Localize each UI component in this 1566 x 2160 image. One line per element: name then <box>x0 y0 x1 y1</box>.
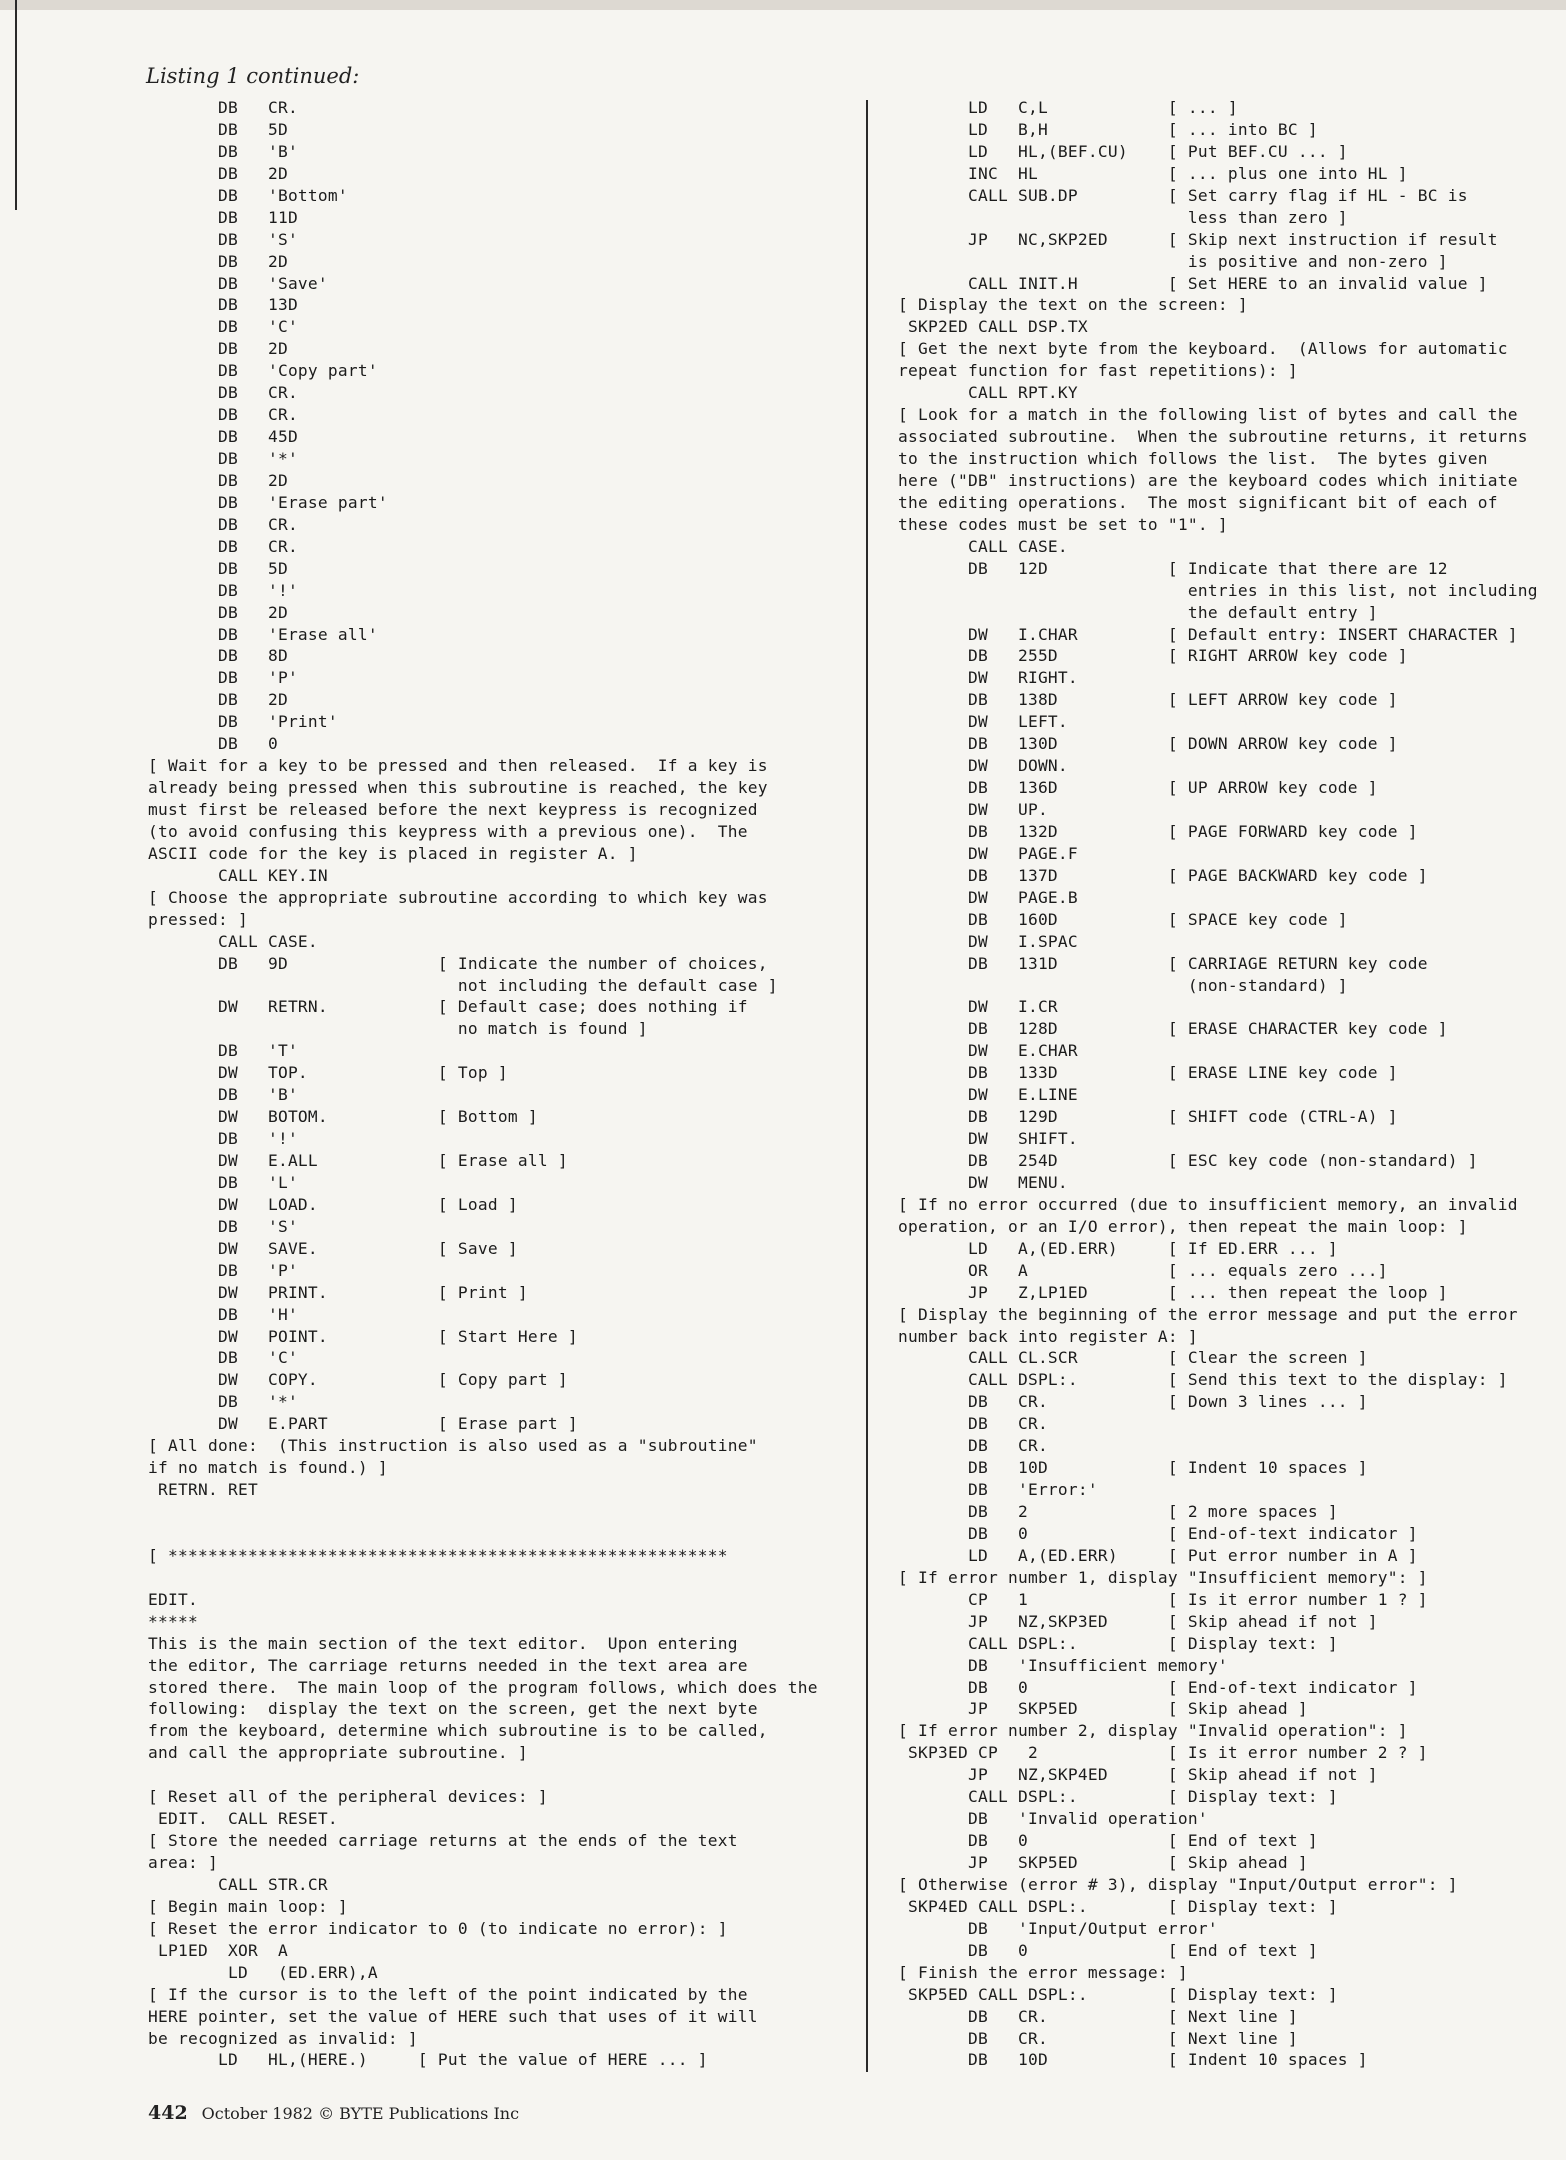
code-line: DB 255D [ RIGHT ARROW key code ] <box>898 646 1408 666</box>
code-line: area: ] <box>148 1853 218 1872</box>
code-line: DW E.CHAR <box>898 1041 1078 1061</box>
code-line: DB CR. <box>148 98 298 117</box>
code-line: DB 136D [ UP ARROW key code ] <box>898 778 1378 798</box>
code-line: DB 8D <box>148 646 288 666</box>
code-line: DB 10D [ Indent 10 spaces ] <box>898 1458 1368 1478</box>
code-line: CALL KEY.IN <box>148 865 328 885</box>
code-line: DB 5D <box>148 119 288 139</box>
code-line: DB 'H' <box>148 1304 298 1324</box>
code-line: (to avoid confusing this keypress with a previous one). The <box>148 821 748 841</box>
code-line: here ("DB" instructions) are the keyboard codes which initiate <box>898 470 1518 490</box>
code-line: EDIT. <box>148 1589 198 1609</box>
listing-heading: Listing 1 continued: <box>146 64 360 88</box>
listing-column-left <box>148 97 848 2071</box>
code-line: DW DOWN. <box>898 756 1068 776</box>
code-line: DB 2 [ 2 more spaces ] <box>898 1502 1338 1521</box>
code-line: DB '*' <box>148 1392 298 1412</box>
code-line: DW PAGE.F <box>898 843 1078 863</box>
code-line: [ ******************************************************** <box>148 1545 728 1565</box>
page-number: 442 <box>148 2102 188 2124</box>
code-line: DW PAGE.B <box>898 887 1078 907</box>
code-line: DW SHIFT. <box>898 1129 1078 1149</box>
code-line: LD A,(ED.ERR) [ Put error number in A ] <box>898 1545 1418 1565</box>
code-line: CALL INIT.H [ Set HERE to an invalid value ] <box>898 273 1488 293</box>
code-line: ASCII code for the key is placed in register A. ] <box>148 843 638 863</box>
code-line: DW I.CR <box>898 997 1058 1017</box>
code-line: DB 'Print' <box>148 712 338 732</box>
code-line: [ Look for a match in the following list of bytes and call the <box>898 405 1518 425</box>
code-line: DB 2D <box>148 163 288 183</box>
code-line: these codes must be set to "1". ] <box>898 514 1228 534</box>
code-line: entries in this list, not including <box>898 580 1538 600</box>
code-line: DW BOTOM. [ Bottom ] <box>148 1107 538 1127</box>
code-line: following: display the text on the screen, get the next byte <box>148 1699 758 1719</box>
code-line: DB '!' <box>148 580 298 600</box>
code-line: LD HL,(BEF.CU) [ Put BEF.CU ... ] <box>898 141 1348 161</box>
code-line: less than zero ] <box>898 207 1348 227</box>
column-divider <box>866 100 868 2072</box>
code-line: DB 'C' <box>148 1348 298 1368</box>
code-line: [ Reset the error indicator to 0 (to indicate no error): ] <box>148 1918 728 1938</box>
code-line: DB 0 <box>148 734 278 754</box>
code-line: DB 'Erase all' <box>148 624 378 644</box>
code-line: DB 5D <box>148 558 288 578</box>
code-line: JP Z,LP1ED [ ... then repeat the loop ] <box>898 1282 1448 1302</box>
code-line: [ If error number 1, display "Insufficient memory": ] <box>898 1567 1428 1587</box>
code-line: DW E.LINE <box>898 1085 1078 1105</box>
listing-column-right <box>898 97 1558 2071</box>
code-line: DB 'L' <box>148 1172 298 1192</box>
code-line: DB 138D [ LEFT ARROW key code ] <box>898 690 1398 710</box>
code-line <box>148 1567 848 1589</box>
code-line: DB 'P' <box>148 668 298 688</box>
code-line: [ Finish the error message: ] <box>898 1962 1188 1982</box>
code-line: DW I.CHAR [ Default entry: INSERT CHARACTER ] <box>898 624 1518 644</box>
code-line: DB CR. [ Next line ] <box>898 2006 1298 2026</box>
code-line: DB 'P' <box>148 1260 298 1280</box>
code-line: DB 0 [ End-of-text indicator ] <box>898 1677 1418 1697</box>
code-line: DW SAVE. [ Save ] <box>148 1238 518 1258</box>
code-line: [ Store the needed carriage returns at the ends of the text <box>148 1831 738 1851</box>
code-line: RETRN. RET <box>148 1480 258 1500</box>
code-line: DB '*' <box>148 449 298 468</box>
code-line: DB 0 [ End of text ] <box>898 1831 1318 1851</box>
code-line: [ If error number 2, display "Invalid operation": ] <box>898 1721 1408 1741</box>
code-line: DB 2D <box>148 339 288 359</box>
code-line: ***** <box>148 1611 198 1631</box>
code-line: [ Get the next byte from the keyboard. (Allows for automatic <box>898 339 1508 359</box>
code-line: JP NC,SKP2ED [ Skip next instruction if result <box>898 229 1498 249</box>
code-line <box>148 1523 848 1545</box>
code-line: DW RETRN. [ Default case; does nothing if <box>148 997 748 1017</box>
code-line: DB 254D [ ESC key code (non-standard) ] <box>898 1151 1478 1170</box>
code-line: repeat function for fast repetitions): ] <box>898 361 1298 381</box>
code-line: SKP4ED CALL DSPL:. [ Display text: ] <box>898 1896 1338 1916</box>
code-line: from the keyboard, determine which subroutine is to be called, <box>148 1721 768 1741</box>
code-line: JP NZ,SKP3ED [ Skip ahead if not ] <box>898 1611 1378 1631</box>
code-line: LP1ED XOR A <box>148 1940 288 1960</box>
code-line: stored there. The main loop of the program follows, which does the <box>148 1677 818 1697</box>
code-line: pressed: ] <box>148 909 248 929</box>
code-line: [ If no error occurred (due to insufficient memory, an invalid <box>898 1194 1518 1214</box>
code-line: This is the main section of the text editor. Upon entering <box>148 1633 738 1653</box>
code-line: [ Otherwise (error # 3), display "Input/Output error": ] <box>898 1874 1458 1894</box>
code-line: [ Begin main loop: ] <box>148 1896 348 1916</box>
code-line: if no match is found.) ] <box>148 1458 388 1478</box>
code-line: CALL STR.CR <box>148 1874 328 1894</box>
code-line: to the instruction which follows the list. The bytes given <box>898 449 1488 468</box>
code-line: DW POINT. [ Start Here ] <box>148 1326 578 1346</box>
code-line: SKP2ED CALL DSP.TX <box>898 317 1088 337</box>
page-top-shading <box>0 0 1566 10</box>
code-line: DB 'Error:' <box>898 1480 1098 1500</box>
code-line: DB 129D [ SHIFT code (CTRL-A) ] <box>898 1107 1398 1127</box>
code-line: CALL CL.SCR [ Clear the screen ] <box>898 1348 1368 1368</box>
code-line: INC HL [ ... plus one into HL ] <box>898 163 1408 183</box>
code-line: the editing operations. The most significant bit of each of <box>898 492 1498 512</box>
left-margin-rule <box>15 0 17 210</box>
code-line: DB 45D <box>148 427 298 447</box>
code-line: DB CR. <box>148 514 298 534</box>
code-line: LD HL,(HERE.) [ Put the value of HERE ... ] <box>148 2050 708 2070</box>
code-line: and call the appropriate subroutine. ] <box>148 1743 528 1763</box>
code-line: [ Choose the appropriate subroutine according to which key was <box>148 887 768 907</box>
code-line: be recognized as invalid: ] <box>148 2028 418 2048</box>
code-line: DB CR. <box>148 536 298 556</box>
code-line: DB 'Input/Output error' <box>898 1918 1218 1938</box>
code-line: JP NZ,SKP4ED [ Skip ahead if not ] <box>898 1765 1378 1785</box>
code-line: DB 11D <box>148 207 298 227</box>
code-line: [ Reset all of the peripheral devices: ] <box>148 1787 548 1807</box>
code-line: the editor, The carriage returns needed in the text area are <box>148 1655 748 1675</box>
code-line: DB 2D <box>148 470 288 490</box>
code-line: DB '!' <box>148 1129 298 1149</box>
code-line: DB CR. <box>148 405 298 425</box>
code-line: CP 1 [ Is it error number 1 ? ] <box>898 1589 1428 1609</box>
code-line: DB 2D <box>148 602 288 622</box>
code-line: DB 'Bottom' <box>148 185 348 205</box>
code-line: JP SKP5ED [ Skip ahead ] <box>898 1699 1308 1719</box>
code-line: DW LOAD. [ Load ] <box>148 1194 518 1214</box>
code-line: not including the default case ] <box>148 975 778 995</box>
code-line: DW UP. <box>898 800 1048 819</box>
code-line: DB CR. [ Down 3 lines ... ] <box>898 1392 1368 1412</box>
footer-credit: October 1982 © BYTE Publications Inc <box>201 2104 520 2123</box>
code-line: DB 0 [ End-of-text indicator ] <box>898 1523 1418 1543</box>
code-line: DB 133D [ ERASE LINE key code ] <box>898 1063 1398 1083</box>
code-line: DW LEFT. <box>898 712 1068 732</box>
code-line: CALL DSPL:. [ Send this text to the display: ] <box>898 1370 1508 1390</box>
code-line: OR A [ ... equals zero ...] <box>898 1260 1388 1280</box>
code-line: DB 9D [ Indicate the number of choices, <box>148 953 768 973</box>
code-line: DB 2D <box>148 690 288 710</box>
code-line: CALL DSPL:. [ Display text: ] <box>898 1633 1338 1653</box>
code-line: DB 'Invalid operation' <box>898 1809 1208 1829</box>
code-line: already being pressed when this subroutine is reached, the key <box>148 778 768 798</box>
code-line: EDIT. CALL RESET. <box>148 1809 338 1829</box>
code-line: SKP3ED CP 2 [ Is it error number 2 ? ] <box>898 1743 1428 1763</box>
code-line: DB 'B' <box>148 141 298 161</box>
code-line: HERE pointer, set the value of HERE such that uses of it will <box>148 2006 758 2026</box>
code-line: DW TOP. [ Top ] <box>148 1063 508 1083</box>
code-line <box>148 1501 848 1523</box>
code-line: DB 'S' <box>148 1216 298 1236</box>
code-line: (non-standard) ] <box>898 975 1348 995</box>
code-line: SKP5ED CALL DSPL:. [ Display text: ] <box>898 1984 1338 2004</box>
code-line: DW PRINT. [ Print ] <box>148 1282 528 1302</box>
code-line: DB 'S' <box>148 229 298 249</box>
code-line: DB CR. <box>898 1414 1048 1434</box>
code-line: operation, or an I/O error), then repeat the main loop: ] <box>898 1216 1468 1236</box>
page-footer <box>148 2102 519 2124</box>
code-line: CALL DSPL:. [ Display text: ] <box>898 1787 1338 1807</box>
code-line: LD C,L [ ... ] <box>898 98 1238 117</box>
code-line: [ Wait for a key to be pressed and then released. If a key is <box>148 756 768 776</box>
code-line: DB 'Erase part' <box>148 492 388 512</box>
code-line: DB 'T' <box>148 1041 298 1061</box>
code-line: CALL RPT.KY <box>898 383 1078 403</box>
code-line: DW RIGHT. <box>898 668 1078 688</box>
code-line: DW E.ALL [ Erase all ] <box>148 1151 568 1170</box>
code-line: DB 'B' <box>148 1085 298 1105</box>
code-line: DB CR. <box>148 383 298 403</box>
code-line: DB 130D [ DOWN ARROW key code ] <box>898 734 1398 754</box>
code-line: DB 'Save' <box>148 273 328 293</box>
code-line: JP SKP5ED [ Skip ahead ] <box>898 1853 1308 1872</box>
code-line: DB 'Copy part' <box>148 361 378 381</box>
code-line: DB 160D [ SPACE key code ] <box>898 909 1348 929</box>
code-line: DB 13D <box>148 295 298 315</box>
code-line: CALL CASE. <box>898 536 1068 556</box>
code-line: LD (ED.ERR),A <box>148 1962 378 1982</box>
code-line <box>148 1764 848 1786</box>
code-line: DB CR. <box>898 1436 1048 1456</box>
code-line: [ If the cursor is to the left of the point indicated by the <box>148 1984 748 2004</box>
code-line: LD B,H [ ... into BC ] <box>898 119 1318 139</box>
code-line: DW I.SPAC <box>898 931 1078 951</box>
code-line: DW E.PART [ Erase part ] <box>148 1414 578 1434</box>
code-line: no match is found ] <box>148 1019 648 1039</box>
code-line: [ Display the beginning of the error message and put the error <box>898 1304 1518 1324</box>
code-line: DB CR. [ Next line ] <box>898 2028 1298 2048</box>
code-line: DW COPY. [ Copy part ] <box>148 1370 568 1390</box>
code-line: must first be released before the next keypress is recognized <box>148 800 758 819</box>
code-line: [ All done: (This instruction is also used as a "subroutine" <box>148 1436 758 1456</box>
code-line: CALL CASE. <box>148 931 318 951</box>
code-line: CALL SUB.DP [ Set carry flag if HL - BC is <box>898 185 1468 205</box>
code-line: number back into register A: ] <box>898 1326 1198 1346</box>
code-line: DB 0 [ End of text ] <box>898 1940 1318 1960</box>
code-line: DW MENU. <box>898 1172 1068 1192</box>
code-line: [ Display the text on the screen: ] <box>898 295 1248 315</box>
code-line: LD A,(ED.ERR) [ If ED.ERR ... ] <box>898 1238 1338 1258</box>
code-line: DB 128D [ ERASE CHARACTER key code ] <box>898 1019 1448 1039</box>
code-line: DB 137D [ PAGE BACKWARD key code ] <box>898 865 1428 885</box>
code-line: DB 132D [ PAGE FORWARD key code ] <box>898 821 1418 841</box>
code-line: DB 'Insufficient memory' <box>898 1655 1228 1675</box>
code-line: DB 10D [ Indent 10 spaces ] <box>898 2050 1368 2070</box>
code-line: is positive and non-zero ] <box>898 251 1448 271</box>
code-line: DB 131D [ CARRIAGE RETURN key code <box>898 953 1428 973</box>
code-line: associated subroutine. When the subroutine returns, it returns <box>898 427 1528 447</box>
code-line: the default entry ] <box>898 602 1378 622</box>
code-line: DB 12D [ Indicate that there are 12 <box>898 558 1448 578</box>
code-line: DB 'C' <box>148 317 298 337</box>
code-line: DB 2D <box>148 251 288 271</box>
